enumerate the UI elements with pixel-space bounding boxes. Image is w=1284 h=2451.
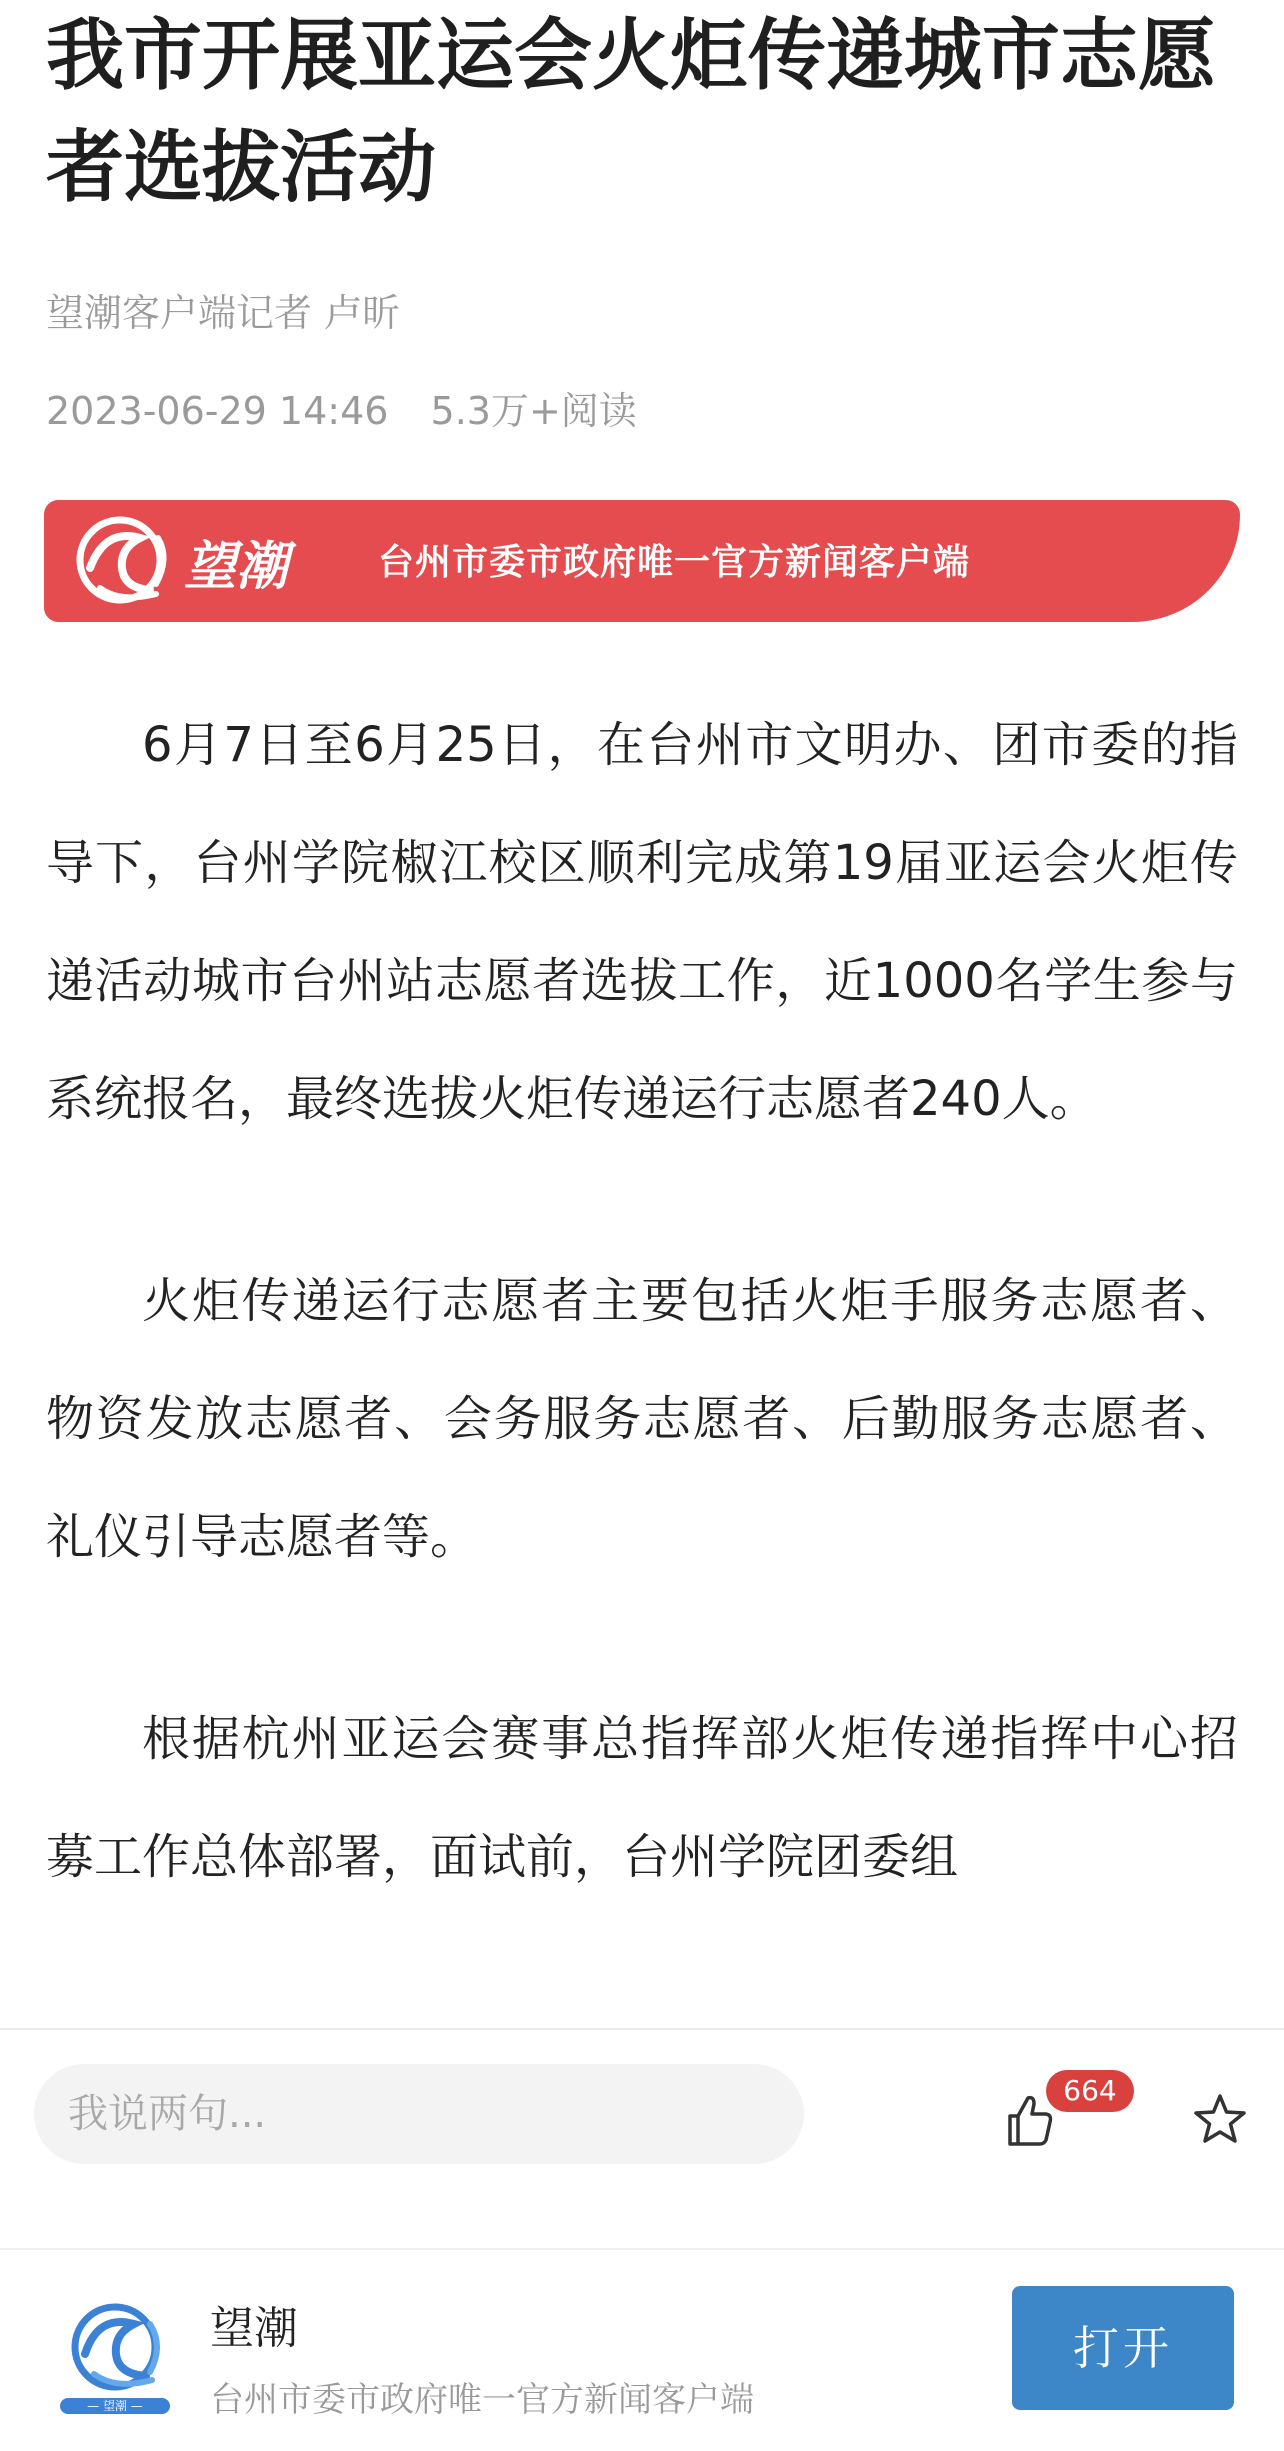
article-body — [46, 686, 1238, 2026]
app-description: 台州市委市政府唯一官方新闻客户端 — [210, 2380, 754, 2420]
publish-date: 2023-06-29 14:46 — [46, 389, 389, 433]
article-author: 望潮客户端记者 卢昕 — [46, 291, 401, 335]
promo-banner[interactable] — [44, 500, 1240, 622]
article-title: 我市开展亚运会火炬传递城市志愿者选拔活动 — [46, 11, 1217, 213]
thumbs-up-icon[interactable] — [1004, 2092, 1054, 2148]
app-name: 望潮 — [210, 2303, 298, 2354]
app-logo-text: — 望潮 — — [87, 2399, 143, 2413]
star-icon[interactable] — [1192, 2092, 1248, 2148]
article-paragraph: 6月7日至6月25日，在台州市文明办、团市委的指导下，台州学院椒江校区顺利完成第19届亚运会火炬传递活动城市台州站志愿者选拔工作，近1000名学生参与系统报名，最终选拔火炬传递运行志愿者240人。 — [46, 717, 1238, 1127]
article-paragraph: 火炬传递运行志愿者主要包括火炬手服务志愿者、物资发放志愿者、会务服务志愿者、后勤服务志愿者、礼仪引导志愿者等。 — [46, 1273, 1238, 1565]
banner-logo-text: 望潮 — [184, 537, 289, 597]
open-app-button[interactable]: 打开 — [1012, 2286, 1234, 2410]
banner-slogan: 台州市委市政府唯一官方新闻客户端 — [378, 542, 971, 583]
article-meta — [46, 380, 637, 435]
app-download-bar — [0, 2248, 1284, 2451]
article-paragraph: 根据杭州亚运会赛事总指挥部火炬传递指挥中心招募工作总体部署，面试前，台州学院团委组 — [46, 1711, 1238, 1885]
like-count-badge: 664 — [1046, 2070, 1134, 2112]
app-logo-icon — [50, 2292, 180, 2422]
comment-bar — [0, 2028, 1284, 2250]
read-count: 5.3万+阅读 — [430, 389, 637, 433]
comment-input[interactable]: 我说两句... — [34, 2064, 804, 2164]
wangchao-logo-icon — [60, 508, 350, 614]
